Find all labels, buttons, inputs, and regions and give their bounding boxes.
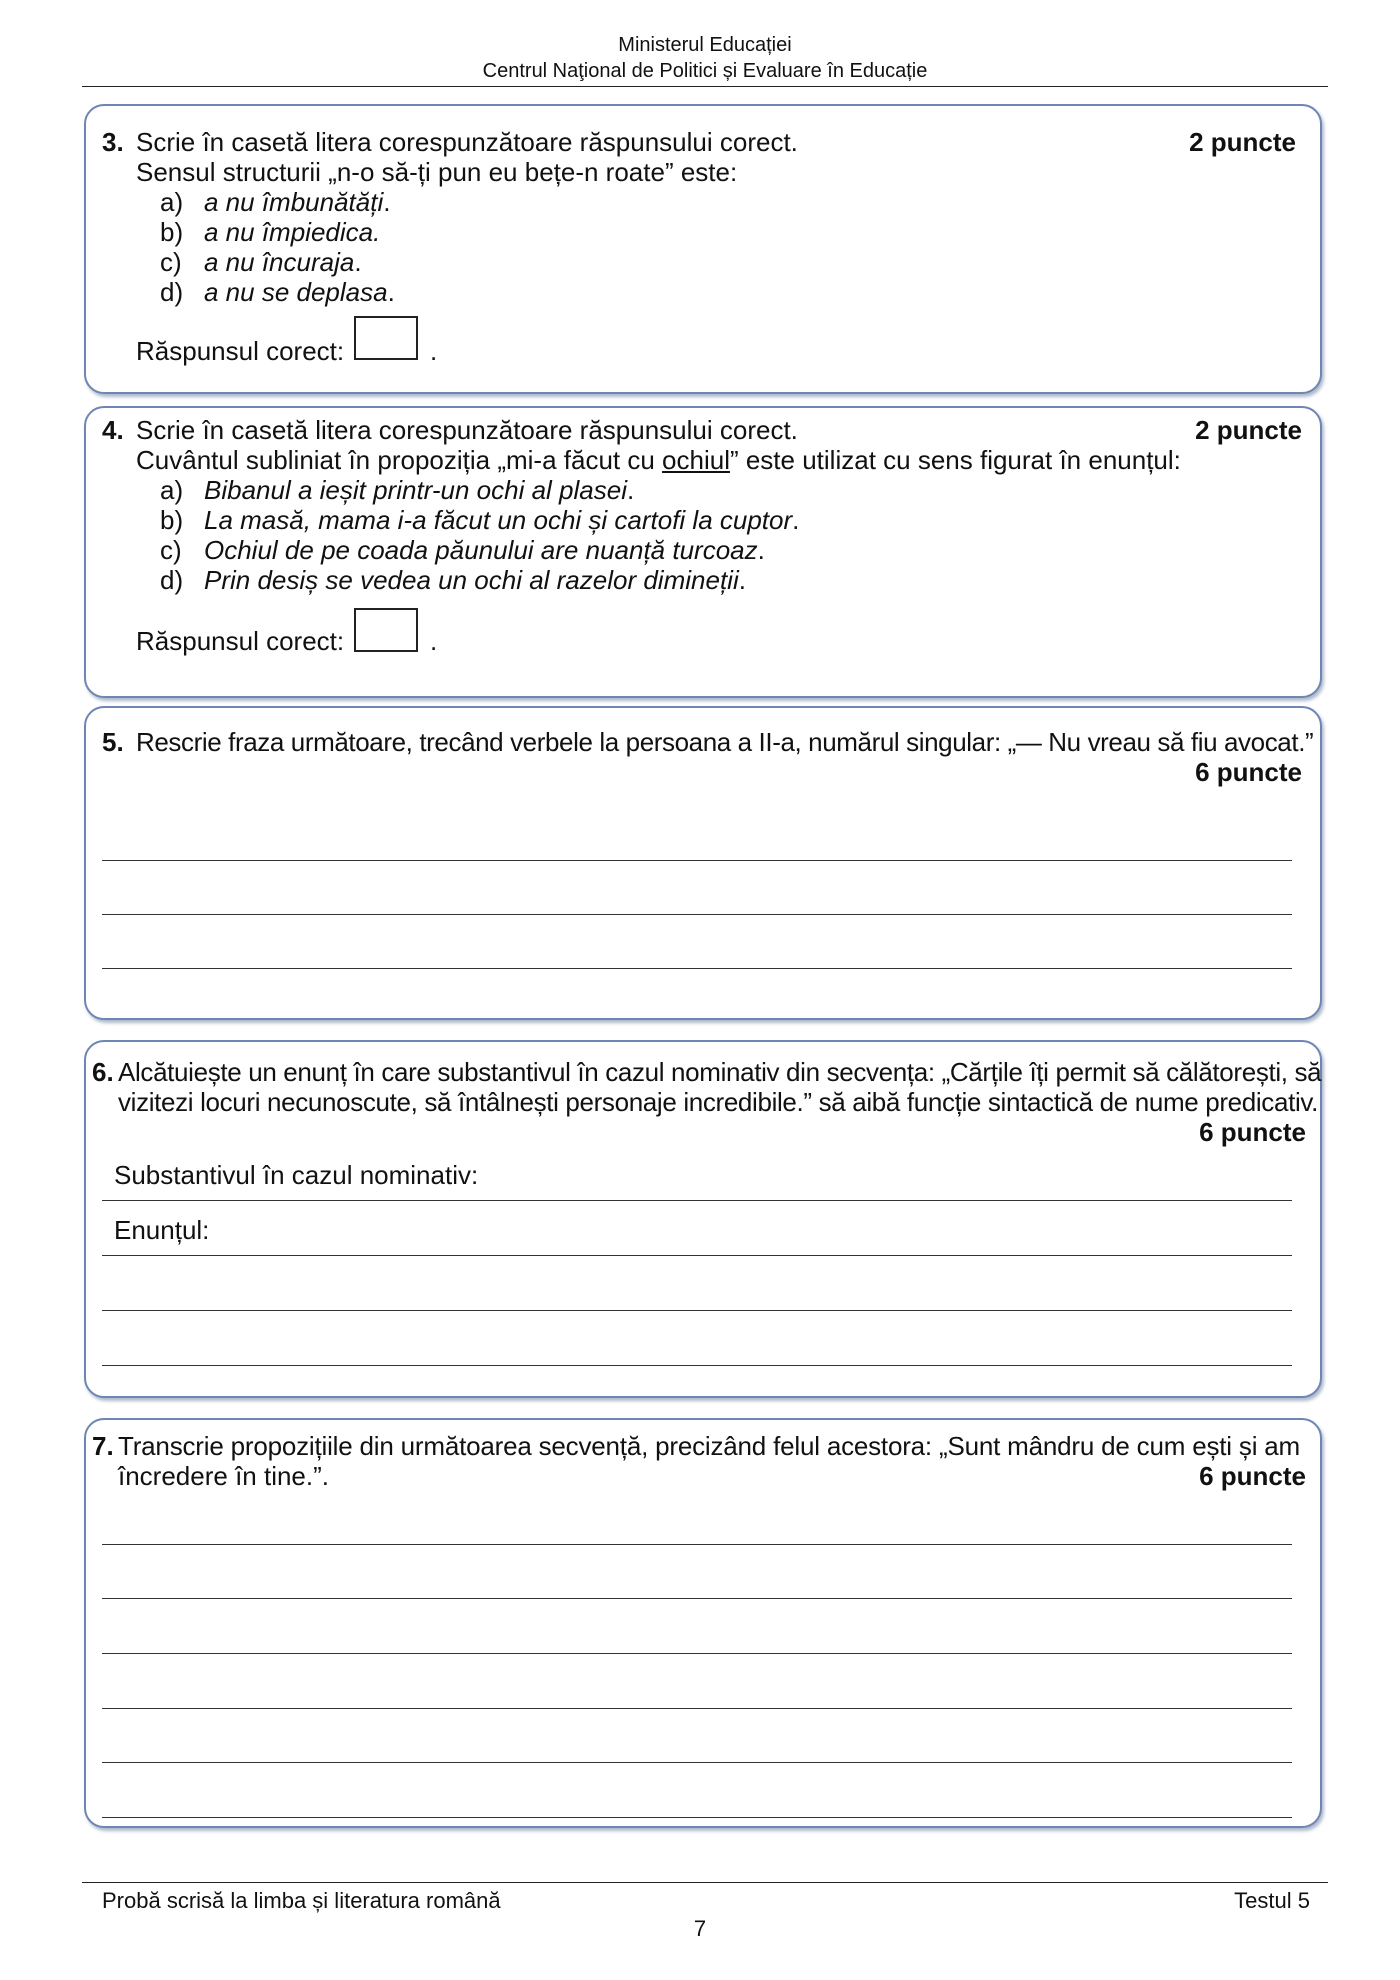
question-6-number: 6. [92,1057,114,1087]
ministry-name: Ministerul Educației [618,34,792,56]
answer-line[interactable] [102,1708,1292,1709]
answer-line[interactable] [102,1255,1292,1256]
answer-line[interactable] [102,1200,1292,1201]
question-4-option-c: c) [160,535,182,565]
question-4-option-d: d) [160,565,184,595]
question-7-points: 6 puncte [1199,1461,1306,1491]
answer-line[interactable] [102,1762,1292,1763]
question-3-option-a-text: a nu îmbunătăți. [204,187,391,217]
question-4-instruction: Scrie în casetă litera corespunzătoare răspunsului corect. [136,415,798,445]
footer-test: Testul 5 [1234,1888,1310,1913]
question-3-option-d-text: a nu se deplasa. [204,277,395,307]
underlined-word: ochiul [662,445,730,475]
question-4-option-a-text: Bibanul a ieșit printr-un ochi al plasei. [204,475,635,505]
question-3-answer-dot: . [430,336,438,366]
answer-line[interactable] [102,860,1292,861]
question-3-option-b-text: a nu împiedica. [204,217,381,247]
question-3-prompt: Sensul structurii „n-o să-ți pun eu bețe-n roate” este: [136,157,738,187]
header-rule [82,86,1328,87]
question-7-instruction-line2: încredere în tine.”. [118,1461,329,1491]
question-5-instruction: Rescrie fraza următoare, trecând verbele la persoana a II-a, numărul singular: „— Nu vreau să fiu avocat.” [136,727,1314,757]
question-4-number: 4. [102,415,124,445]
answer-line[interactable] [102,968,1292,969]
question-6-points: 6 puncte [1199,1117,1306,1147]
question-4-option-d-text: Prin desiș se vedea un ochi al razelor dimineții. [204,565,746,595]
question-5-number: 5. [102,727,124,757]
question-4-option-a: a) [160,475,184,505]
question-5-points: 6 puncte [1195,757,1302,787]
question-6-instruction-line1: Alcătuiește un enunț în care substantivul în cazul nominativ din secvența: „Cărțile îți permit să călătorești, să [118,1057,1322,1087]
question-4-prompt: Cuvântul subliniat în propoziția „mi-a făcut cu ochiul” este utilizat cu sens figurat în enunțul: [136,445,1181,475]
question-4-points: 2 puncte [1195,415,1302,445]
question-4-answer-box[interactable] [354,608,418,652]
question-6-field2-label: Enunțul: [114,1215,210,1245]
question-7-instruction-line1: Transcrie propozițiile din următoarea secvență, precizând felul acestora: „Sunt mândru de cum ești și am [118,1431,1301,1461]
question-3-option-d: d) [160,277,184,307]
answer-line[interactable] [102,1653,1292,1654]
question-3-points: 2 puncte [1189,127,1296,157]
question-3-answer-label: Răspunsul corect: [136,336,345,366]
question-3-option-c-text: a nu încuraja. [204,247,362,277]
answer-line[interactable] [102,1544,1292,1545]
answer-line[interactable] [102,1310,1292,1311]
question-3-instruction: Scrie în casetă litera corespunzătoare răspunsului corect. [136,127,798,157]
question-4-option-b-text: La masă, mama i-a făcut un ochi și cartofi la cuptor. [204,505,800,535]
question-6-field1-label: Substantivul în cazul nominativ: [114,1160,479,1190]
question-3-option-a: a) [160,187,184,217]
question-3-option-c: c) [160,247,182,277]
answer-line[interactable] [102,1598,1292,1599]
page-header [82,32,1328,84]
center-name: Centrul Naţional de Politici și Evaluare în Educație [482,60,928,82]
question-4-option-b: b) [160,505,184,535]
answer-line[interactable] [102,914,1292,915]
question-6-instruction-line2: vizitezi locuri necunoscute, să întâlnești personaje incredibile.” să aibă funcție sintactică de nume predicativ. [118,1087,1318,1117]
answer-line[interactable] [102,1817,1292,1818]
question-7-number: 7. [92,1431,114,1461]
question-4-option-c-text: Ochiul de pe coada păunului are nuanță turcoaz. [204,535,765,565]
footer-subject: Probă scrisă la limba și literatura română [102,1888,501,1913]
answer-line[interactable] [102,1365,1292,1366]
question-4-answer-dot: . [430,626,438,656]
footer-rule [82,1882,1328,1883]
question-3-number: 3. [102,127,124,157]
question-4-answer-label: Răspunsul corect: [136,626,345,656]
page-number: 7 [693,1916,707,1941]
question-3-option-b: b) [160,217,184,247]
question-3-answer-box[interactable] [354,316,418,360]
